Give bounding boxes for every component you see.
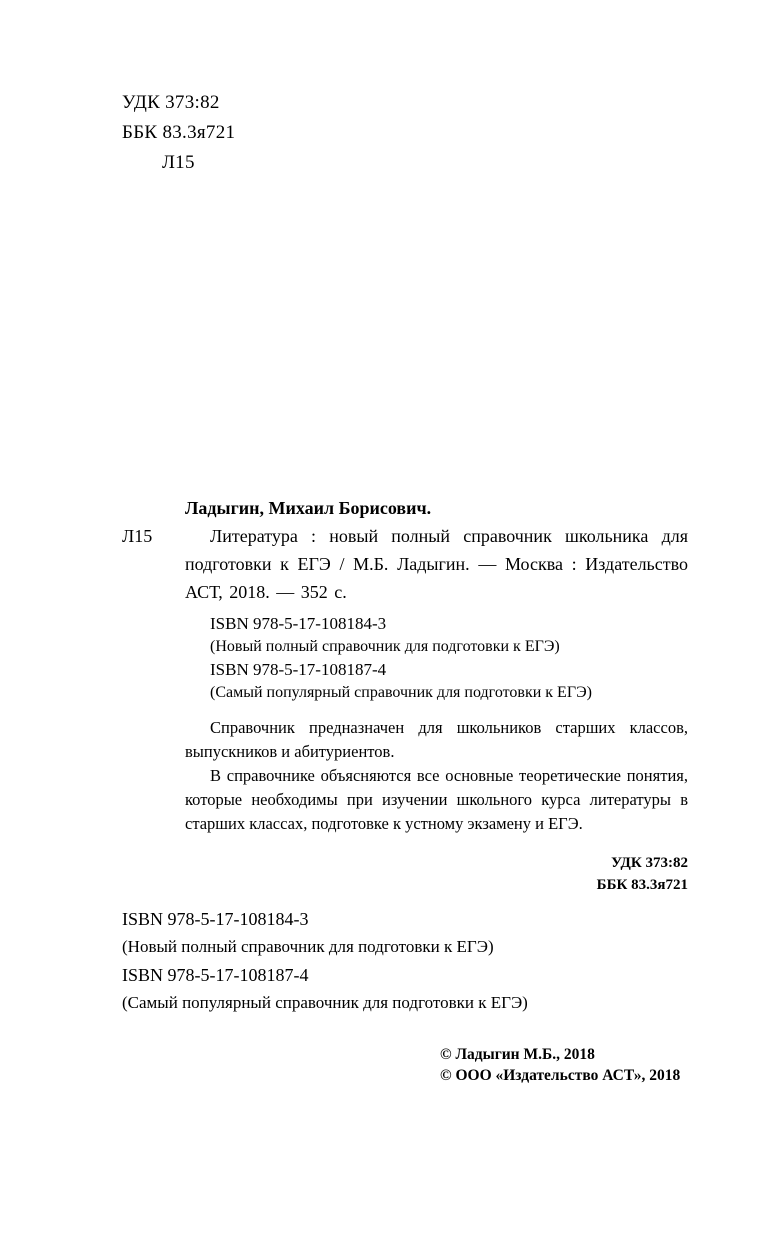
catalog-card xyxy=(122,494,688,896)
isbn-series-note: (Новый полный справочник для подготовки к ЕГЭ) xyxy=(210,638,560,655)
right-classification-codes xyxy=(122,852,688,896)
udk-code: УДК 373:82 xyxy=(611,855,688,871)
isbn-number: ISBN 978-5-17-108184-3 xyxy=(210,614,387,633)
top-classification-codes xyxy=(122,88,235,178)
bibliographic-description: Литература : новый полный справочник школьника для подготовки к ЕГЭ / М.Б. Ладыгин. — Москва : Издательство АСТ, 2018. — 352 с. xyxy=(185,526,688,602)
udk-code: УДК 373:82 xyxy=(122,92,220,113)
copyright-author: © Ладыгин М.Б., 2018 xyxy=(440,1046,595,1063)
bbk-code: ББК 83.3я721 xyxy=(596,877,688,893)
copyright-publisher: © ООО «Издательство АСТ», 2018 xyxy=(440,1067,681,1084)
isbn-series-note: (Новый полный справочник для подготовки к ЕГЭ) xyxy=(122,937,494,956)
bibliographic-entry xyxy=(122,522,688,606)
bbk-code: ББК 83.3я721 xyxy=(122,122,236,143)
author-heading: Ладыгин, Михаил Борисович. xyxy=(185,498,432,518)
author-sign-code: Л15 xyxy=(162,152,195,173)
isbn-list-card xyxy=(210,612,688,704)
isbn-number: ISBN 978-5-17-108187-4 xyxy=(210,660,387,679)
isbn-series-note: (Самый популярный справочник для подготовки к ЕГЭ) xyxy=(210,684,592,701)
isbn-list-bottom xyxy=(122,905,528,1017)
copyright-block xyxy=(440,1044,680,1086)
isbn-number: ISBN 978-5-17-108184-3 xyxy=(122,909,309,929)
author-sign-code: Л15 xyxy=(122,526,153,546)
isbn-number: ISBN 978-5-17-108187-4 xyxy=(122,965,309,985)
annotation-paragraph: Справочник предназначен для школьников старших классов, выпускников и абитуриентов. xyxy=(185,718,688,761)
isbn-series-note: (Самый популярный справочник для подготовки к ЕГЭ) xyxy=(122,993,528,1012)
annotation-paragraph: В справочнике объясняются все основные теоретические понятия, которые необходимы при изучении школьного курса литературы в старших классах, подготовке к устному экзамену и ЕГЭ. xyxy=(185,766,688,833)
